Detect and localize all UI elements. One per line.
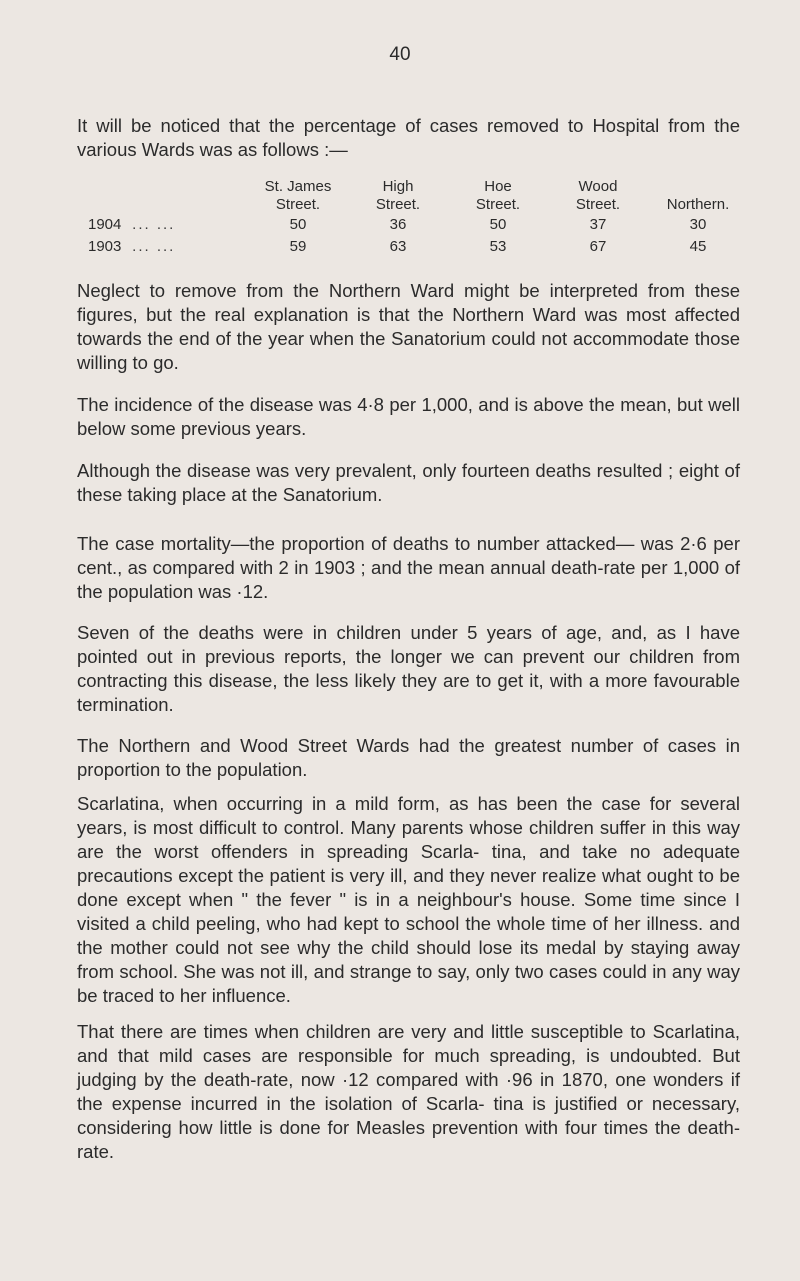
paragraph-deaths: Although the disease was very prevalent, only fourteen deaths resulted ; eight of these taking place at the Sanatorium. [77, 460, 740, 505]
value-cell: 30 [689, 216, 707, 233]
column-header: Hoe Street. [475, 178, 521, 213]
table-row [88, 236, 748, 258]
paragraph-children: Seven of the deaths were in children under 5 years of age, and, as I have pointed out in previous reports, the longer we can prevent our children from contracting this disease, the less likely they are to get it, with a more favourable termination. [77, 622, 740, 715]
value-cell: 36 [389, 216, 407, 233]
column-header: Northern. [666, 196, 730, 213]
ward-percentage-table [88, 178, 748, 258]
column-header: High Street. [375, 178, 421, 213]
column-header: Wood Street. [575, 178, 621, 213]
value-cell: 37 [589, 216, 607, 233]
intro-paragraph: It will be noticed that the percentage of cases removed to Hospital from the various Wards was as follows :— [77, 115, 740, 160]
page-number: 40 [389, 44, 411, 65]
year-cell: 1903 ... ... [88, 238, 176, 255]
table-header-row [88, 178, 748, 214]
value-cell: 45 [689, 238, 707, 255]
value-cell: 63 [389, 238, 407, 255]
column-header: St. James Street. [264, 178, 332, 213]
value-cell: 50 [489, 216, 507, 233]
value-cell: 50 [289, 216, 307, 233]
paragraph-susceptibility: That there are times when children are very and little susceptible to Scarlatina, and that mild cases are responsible for much spreading, is undoubted. But judging by the death-rate, now ·12 compared with ·96 in 1870, one wonders if the expense incurred in the isolation of Scarla- tina is justified or necessary, considering how little is done for Measles prevention with four times the death-rate. [77, 1021, 740, 1162]
paragraph-incidence: The incidence of the disease was 4·8 per 1,000, and is above the mean, but well below some previous years. [77, 394, 740, 439]
value-cell: 53 [489, 238, 507, 255]
paragraph-wards: The Northern and Wood Street Wards had the greatest number of cases in proportion to the population. [77, 735, 740, 780]
value-cell: 59 [289, 238, 307, 255]
paragraph-case-mortality: The case mortality—the proportion of deaths to number attacked— was 2·6 per cent., as compared with 2 in 1903 ; and the mean annual death-rate per 1,000 of the population was ·12. [77, 533, 740, 602]
value-cell: 67 [589, 238, 607, 255]
paragraph-neglect: Neglect to remove from the Northern Ward might be interpreted from these figures, but the real explanation is that the Northern Ward was most affected towards the end of the year when the Sanatorium could not accommodate those willing to go. [77, 280, 740, 373]
paragraph-scarlatina: Scarlatina, when occurring in a mild form, as has been the case for several years, is most difficult to control. Many parents whose children suffer in this way are the worst offenders in spreading Scarla- tina, and take no adequate precautions except the patient is very ill, and they never realize what ought to be done except when " the fever " is in a neighbour's house. Some time since I visited a child peeling, who had kept to school the whole time of her illness. and the mother could not see why the child should lose its medal by staying away from school. She was not ill, and strange to say, only two cases could in any way be traced to her influence. [77, 793, 740, 1006]
year-cell: 1904 ... ... [88, 216, 176, 233]
header-blank [88, 178, 248, 214]
table-row [88, 214, 748, 236]
